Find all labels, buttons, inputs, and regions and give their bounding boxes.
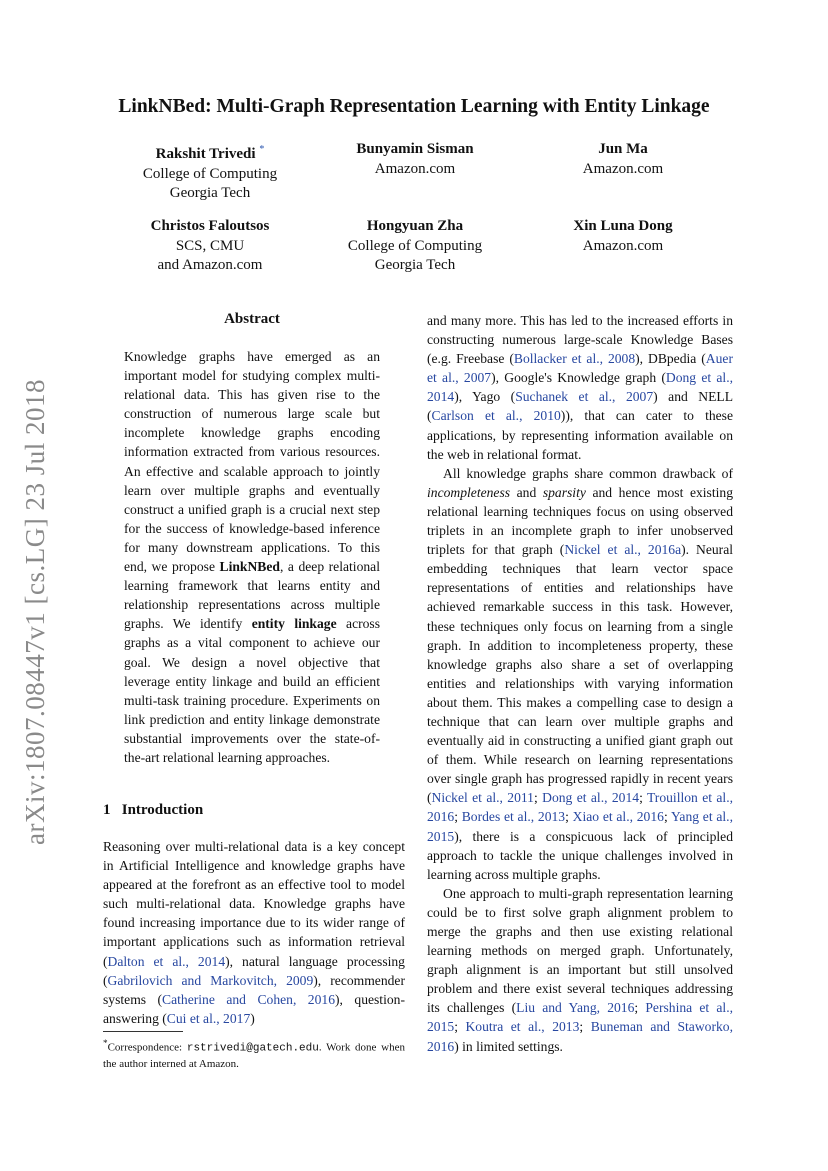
author-affiliation: Amazon.com: [374, 160, 456, 177]
section-title: Introduction: [121, 802, 204, 818]
citation-link[interactable]: Xiao et al., 2016: [572, 809, 664, 825]
footnote-marker: *: [103, 1038, 108, 1048]
arxiv-identifier: arXiv:1807.08447v1 [cs.LG] 23 Jul 2018: [20, 379, 50, 845]
citation-link[interactable]: Bordes et al., 2013: [461, 809, 566, 825]
section-heading: [103, 802, 203, 819]
citation-link[interactable]: Dalton et al., 2014: [107, 953, 226, 969]
author-name: Hongyuan Zha: [366, 218, 464, 234]
citation-link[interactable]: Bollacker et al., 2008: [513, 351, 636, 367]
section-number: 1: [103, 802, 111, 818]
author-affiliation: Amazon.com: [582, 160, 664, 177]
author-block: [523, 140, 723, 179]
citation-link[interactable]: Trouillon et al., 2016: [427, 790, 733, 825]
citation-link[interactable]: Buneman and Staworko, 2016: [427, 1019, 733, 1054]
citation-link[interactable]: Dong et al., 2014: [542, 790, 640, 806]
email-address[interactable]: rstrivedi@gatech.edu: [186, 1042, 319, 1055]
author-name: Bunyamin Sisman: [356, 141, 474, 157]
author-block: [523, 217, 723, 256]
abstract-body: Knowledge graphs have emerged as an important model for studying complex multi-relational data. This has given rise to the construction of numerous large scale but incomplete knowledge graphs encoding information extracted from various resources. An effective and scalable approach to jointly learn over multiple graphs and eventually construct a unified graph is a crucial next step for the success of knowledge-based inference for many downstream applications. To this end, we propose LinkNBed, a deep relational learning framework that learns entity and relationship representations across multiple graphs. We identify entity linkage across graphs as a vital component to achieve our goal. We design a novel objective that leverage entity linkage and build an efficient multi-task training procedure. Experiments on link prediction and entity linkage demonstrate substantial improvements over the state-of-the-art relational learning approaches.: [124, 349, 381, 765]
citation-link[interactable]: Dong et al., 2014: [427, 370, 733, 405]
author-affiliation: and Amazon.com: [157, 257, 263, 273]
intro-paragraph: Reasoning over multi-relational data is a key concept in Artificial Intelligence and knowledge graphs have appeared at the forefront as an effective tool to model such multi-relational data. Knowledge graphs have found increasing importance due to its wider range of important applications such as information retrieval (Dalton et al., 2014), natural language processing (Gabrilovich and Markovitch, 2009), recommender systems (Catherine and Cohen, 2016), question-answering (Cui et al., 2017): [103, 839, 405, 1026]
intro-right-column: [427, 311, 733, 1056]
abstract-heading: Abstract: [224, 311, 280, 327]
paper-title: LinkNBed: Multi-Graph Representation Learning with Entity Linkage: [118, 96, 710, 117]
author-affiliation: College of Computing: [347, 237, 483, 254]
citation-link[interactable]: Suchanek et al., 2007: [515, 389, 654, 405]
author-block: [110, 140, 310, 204]
author-affiliation: Georgia Tech: [169, 185, 251, 201]
citation-link[interactable]: Liu and Yang, 2016: [516, 1000, 635, 1016]
intro-paragraph: One approach to multi-graph representation learning could be to first solve graph alignment problem to merge the graphs and then use existing relational learning methods on merged graph. Unfortunately, graph alignment is an important but still unsolved problem and there exist several techniques addressing its challenges (Liu and Yang, 2016; Pershina et al., 2015; Koutra et al., 2013; Buneman and Staworko, 2016) in limited settings.: [427, 885, 733, 1054]
footnote: *Correspondence: rstrivedi@gatech.edu. Work done when the author interned at Amazon.: [103, 1038, 405, 1070]
footnote-rule: [103, 1031, 183, 1032]
citation-link[interactable]: Catherine and Cohen, 2016: [162, 991, 335, 1007]
citation-link[interactable]: Pershina et al., 2015: [427, 1000, 733, 1035]
author-affiliation: College of Computing: [142, 165, 278, 182]
author-affiliation: Georgia Tech: [374, 257, 456, 273]
author-block: [315, 140, 515, 179]
author-affiliation: Amazon.com: [582, 237, 664, 254]
citation-link[interactable]: Nickel et al., 2016a: [564, 542, 682, 558]
citation-link[interactable]: Auer et al., 2007: [427, 351, 733, 386]
author-name: Jun Ma: [598, 141, 648, 157]
citation-link[interactable]: Carlson et al., 2010: [431, 408, 561, 424]
footnote-marker[interactable]: *: [259, 144, 265, 155]
citation-link[interactable]: Cui et al., 2017: [166, 1010, 251, 1026]
citation-link[interactable]: Gabrilovich and Markovitch, 2009: [107, 972, 314, 988]
intro-paragraph: All knowledge graphs share common drawback of incompleteness and sparsity and hence most existing relational learning techniques focus on using observed triplets in an incomplete graph to infer unobserved triplets for that graph (Nickel et al., 2016a). Neural embedding techniques that learn vector space representations of entities and relationships have achieved remarkable success in this task. However, these techniques only focus on learning from a single graph. In addition to incompleteness property, these knowledge graphs also share a set of overlapping entities and relationships with varying information about them. This makes a compelling case to design a technique that can learn over multiple graphs and eventually aid in constructing a unified giant graph out of them. While research on learning representations over single graph has progressed rapidly in recent years (Nickel et al., 2011; Dong et al., 2014; Trouillon et al., 2016; Bordes et al., 2013; Xiao et al., 2016; Yang et al., 2015), there is a conspicuous lack of principled approach to tackle the unique challenges involved in learning across multiple graphs.: [427, 465, 734, 882]
citation-link[interactable]: Nickel et al., 2011: [431, 790, 534, 806]
author-name: Christos Faloutsos: [150, 218, 270, 234]
author-block: [110, 217, 310, 276]
author-block: [315, 217, 515, 276]
citation-link[interactable]: Koutra et al., 2013: [465, 1019, 580, 1035]
author-name: Xin Luna Dong: [573, 218, 673, 234]
intro-paragraph: and many more. This has led to the increased efforts in constructing numerous large-scale Knowledge Bases (e.g. Freebase (Bollacker et al., 2008), DBpedia (Auer et al., 2007), Google's Knowledge graph (Dong et al., 2014), Yago (Suchanek et al., 2007) and NELL (Carlson et al., 2010)), that can cater to these applications, by representing information available on the web in relational format.: [427, 313, 734, 462]
citation-link[interactable]: Yang et al., 2015: [427, 809, 733, 844]
author-name: Rakshit Trivedi: [155, 146, 256, 162]
author-affiliation: SCS, CMU: [175, 237, 245, 254]
